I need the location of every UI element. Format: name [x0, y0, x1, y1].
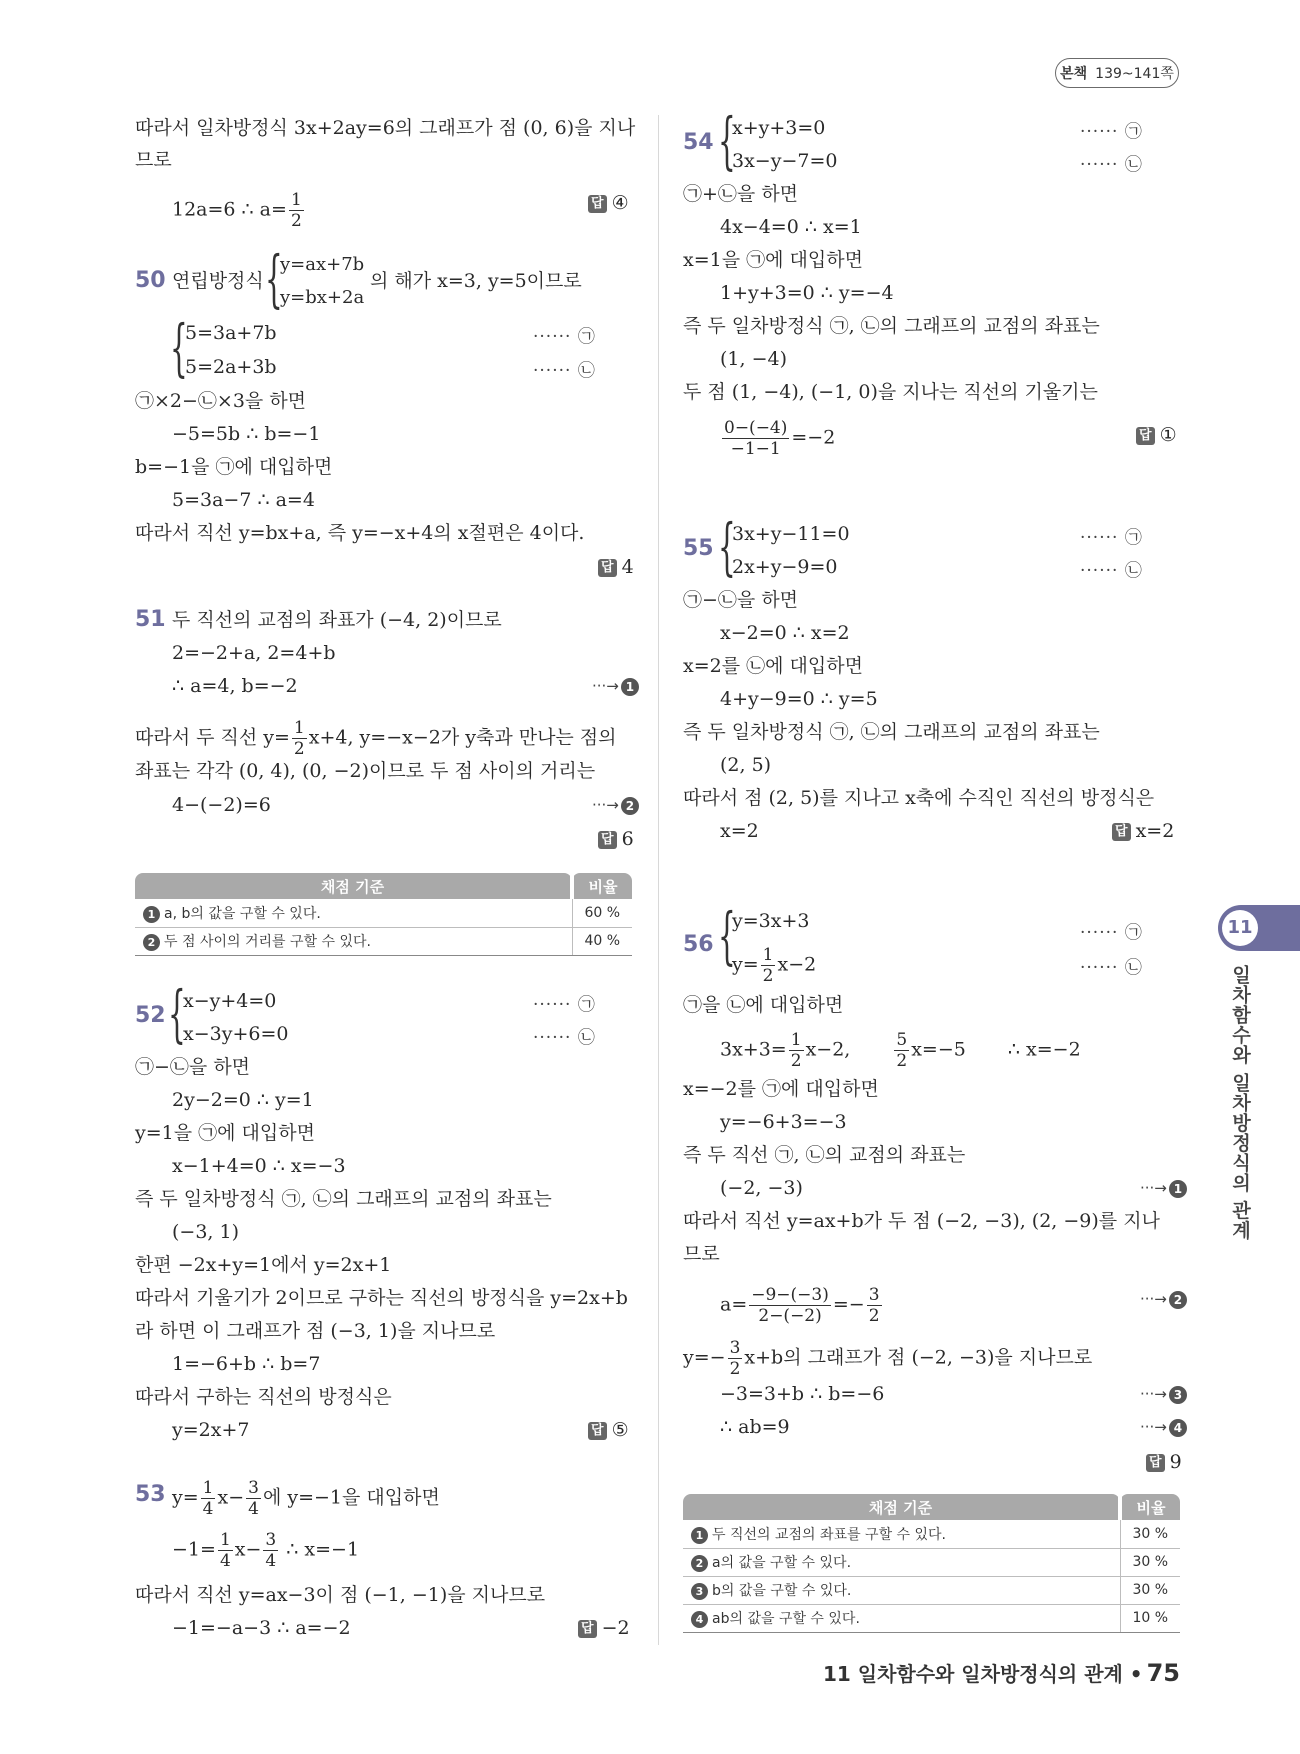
- answer-label: 답: [598, 831, 617, 849]
- text-line: 두 직선의 교점의 좌표가 (−4, 2)이므로: [172, 609, 502, 631]
- problem-number: 50: [135, 268, 166, 293]
- text-line: (1, −4): [720, 348, 788, 370]
- text-line: $\frac{0-(-4)}{-1-1}$ =−2: [724, 418, 836, 459]
- text-line: 좌표는 각각 (0, 4), (0, −2)이므로 두 점 사이의 거리는: [135, 760, 596, 782]
- step-marker: ···→ 2: [1140, 1290, 1187, 1309]
- text-line: x=2: [720, 820, 759, 842]
- chapter-number: 11: [1222, 910, 1258, 946]
- grading-table: [135, 873, 632, 956]
- text-line: 연립방정식: [172, 270, 264, 292]
- answer-value: x=2: [1135, 820, 1175, 842]
- step-marker: ···→ 1: [592, 677, 639, 696]
- problem-number: 54: [683, 130, 714, 155]
- text-line: 3x+3= $\frac{1}{2}$ x−2, $\frac{5}{2}$ x=−5 ∴ x=−2: [720, 1030, 1081, 1071]
- problem-number: 52: [135, 1003, 166, 1028]
- text-line: 따라서 일차방정식 3x+2ay=6의 그래프가 점 (0, 6)을 지나: [135, 117, 636, 139]
- text-line: y=− $\frac{3}{2}$ x+b의 그래프가 점 (−2, −3)을 지나므로: [683, 1338, 1093, 1379]
- fraction: $\frac{1}{4}$: [219, 1530, 231, 1571]
- fraction: $\frac{3}{2}$: [868, 1285, 880, 1326]
- text-line: y= $\frac{1}{4}$ x− $\frac{3}{4}$ 에 y=−1을 대입하면: [172, 1478, 440, 1519]
- text-line: 따라서 직선 y=ax−3이 점 (−1, −1)을 지나므로: [135, 1584, 546, 1606]
- footer-chapter: 11 일차함수와 일차방정식의 관계 •: [822, 1662, 1143, 1686]
- text-line: −1=−a−3 ∴ a=−2: [172, 1617, 351, 1639]
- fraction: $\frac{1}{2}$: [790, 1030, 802, 1071]
- text-line: ∴ ab=9: [720, 1416, 790, 1438]
- table-row: 2 a의 값을 구할 수 있다. 30 %: [683, 1548, 1180, 1576]
- table-header: 비율: [1120, 1494, 1180, 1520]
- answer-label: 답: [1112, 823, 1131, 841]
- text-line: 므로: [135, 149, 172, 171]
- answer-value: ④: [611, 192, 629, 214]
- text-line: (−2, −3): [720, 1177, 803, 1199]
- step-marker: ···→ 3: [1140, 1385, 1187, 1404]
- text-line: 따라서 구하는 직선의 방정식은: [135, 1386, 392, 1408]
- system-eq: 5=2a+3b: [185, 356, 277, 378]
- fraction: $\frac{1}{2}$: [290, 190, 302, 231]
- answer: [1146, 1449, 1182, 1475]
- text-line: 즉 두 일차방정식 ㉠, ㉡의 그래프의 교점의 좌표는: [683, 721, 1100, 743]
- table-header: 채점 기준: [683, 1494, 1120, 1520]
- equation-marker: ······ ㉡: [1080, 958, 1143, 978]
- answer-label: 답: [1146, 1454, 1165, 1472]
- text-line: 1+y+3=0 ∴ y=−4: [720, 282, 894, 304]
- page-number: 75: [1146, 1659, 1180, 1687]
- answer: [598, 826, 634, 852]
- answer: [598, 554, 634, 580]
- text-line: x=−2를 ㉠에 대입하면: [683, 1078, 879, 1100]
- answer-label: 답: [588, 1422, 607, 1440]
- table-row: 1 a, b의 값을 구할 수 있다. 60 %: [135, 899, 632, 927]
- text-line: a= $\frac{-9-(-3)}{2-(-2)}$ =− $\frac{3}{2}$: [720, 1285, 880, 1326]
- text-line: x=2를 ㉡에 대입하면: [683, 655, 863, 677]
- text-line: ㉠−㉡을 하면: [683, 589, 799, 611]
- answer: [1136, 422, 1177, 448]
- answer-value: 9: [1169, 1451, 1182, 1473]
- text-line: 즉 두 일차방정식 ㉠, ㉡의 그래프의 교점의 좌표는: [683, 315, 1100, 337]
- text-line: 므로: [683, 1243, 720, 1265]
- answer-value: −2: [601, 1617, 630, 1639]
- system-brace: {: [168, 977, 186, 1050]
- equation-marker: ······ ㉡: [1080, 155, 1143, 175]
- ref-pages: 139~141쪽: [1095, 66, 1174, 82]
- text-line: 4x−4=0 ∴ x=1: [720, 216, 862, 238]
- text-line: 5=3a−7 ∴ a=4: [172, 489, 315, 511]
- ref-label: 본책: [1060, 66, 1088, 82]
- text-line: −3=3+b ∴ b=−6: [720, 1383, 885, 1405]
- text-line: y=1을 ㉠에 대입하면: [135, 1122, 315, 1144]
- text-line: 두 점 (1, −4), (−1, 0)을 지나는 직선의 기울기는: [683, 381, 1098, 403]
- fraction: $\frac{5}{2}$: [896, 1030, 908, 1071]
- text-line: 라 하면 이 그래프가 점 (−3, 1)을 지나므로: [135, 1320, 496, 1342]
- system-brace: {: [265, 242, 283, 315]
- fraction: $\frac{1}{4}$: [202, 1478, 214, 1519]
- table-row: 2 두 점 사이의 거리를 구할 수 있다. 40 %: [135, 927, 632, 955]
- text-line: 따라서 두 직선 y= $\frac{1}{2}$ x+4, y=−x−2가 y축과 만나는 점의: [135, 718, 617, 759]
- table-row: 4 ab의 값을 구할 수 있다. 10 %: [683, 1604, 1180, 1632]
- answer-label: 답: [588, 195, 607, 213]
- text-line: 즉 두 직선 ㉠, ㉡의 교점의 좌표는: [683, 1144, 966, 1166]
- system-eq: x−y+4=0: [183, 990, 277, 1012]
- text-line: 4−(−2)=6: [172, 794, 271, 816]
- problem-number: 53: [135, 1482, 166, 1507]
- step-marker: ···→ 1: [1140, 1179, 1187, 1198]
- text-line: x−1+4=0 ∴ x=−3: [172, 1155, 346, 1177]
- text-line: 따라서 점 (2, 5)를 지나고 x축에 수직인 직선의 방정식은: [683, 787, 1155, 809]
- fraction: $\frac{0-(-4)}{-1-1}$: [724, 418, 788, 459]
- problem-number: 51: [135, 607, 166, 632]
- answer: [578, 1615, 630, 1641]
- text-line: x−2=0 ∴ x=2: [720, 622, 850, 644]
- system-eq: 5=3a+7b: [185, 322, 277, 344]
- problem-number: 55: [683, 536, 714, 561]
- equation-marker: ······ ㉠: [1080, 528, 1143, 548]
- answer: [1112, 818, 1174, 844]
- answer-label: 답: [1136, 427, 1155, 445]
- answer-label: 답: [578, 1620, 597, 1638]
- text-line: [172, 190, 306, 231]
- answer-value: ①: [1159, 424, 1177, 446]
- system-eq: y=3x+3: [732, 910, 810, 932]
- answer-value: ⑤: [611, 1419, 629, 1441]
- fraction: $\frac{1}{2}$: [293, 718, 305, 759]
- text-line: b=−1을 ㉠에 대입하면: [135, 456, 333, 478]
- text-line: 4+y−9=0 ∴ y=5: [720, 688, 878, 710]
- system-brace: {: [718, 510, 736, 583]
- step-marker: ···→ 4: [1140, 1418, 1187, 1437]
- table-header: 비율: [572, 873, 632, 899]
- system-eq: y=bx+2a: [280, 287, 365, 308]
- text-line: 한편 −2x+y=1에서 y=2x+1: [135, 1254, 392, 1276]
- text-line: (−3, 1): [172, 1221, 240, 1243]
- equation-marker: ······ ㉠: [533, 995, 596, 1015]
- fraction: $\frac{3}{4}$: [248, 1478, 259, 1519]
- text-line: −1= $\frac{1}{4}$ x− $\frac{3}{4}$ ∴ x=−1: [172, 1530, 360, 1571]
- step-marker: ···→ 2: [592, 796, 639, 815]
- text-line: 의 해가 x=3, y=5이므로: [370, 270, 582, 292]
- chapter-title: 일차함수와 일차방정식의 관계: [1229, 965, 1251, 1241]
- system-brace: {: [718, 104, 736, 177]
- system-brace: {: [170, 311, 188, 384]
- text-line: ∴ a=4, b=−2: [172, 675, 298, 697]
- text-line: 2=−2+a, 2=4+b: [172, 642, 336, 664]
- table-header: 채점 기준: [135, 873, 572, 899]
- text-line: y=−6+3=−3: [720, 1111, 847, 1133]
- system-eq: x+y+3=0: [732, 117, 826, 139]
- text-line: (2, 5): [720, 754, 772, 776]
- answer-label: 답: [598, 559, 617, 577]
- text-line: 따라서 기울기가 2이므로 구하는 직선의 방정식을 y=2x+b: [135, 1287, 628, 1309]
- text-line: −5=5b ∴ b=−1: [172, 423, 321, 445]
- equation-marker: ······ ㉠: [533, 327, 596, 347]
- answer-value: 4: [621, 556, 634, 578]
- grading-table: [683, 1494, 1180, 1633]
- equation-marker: ······ ㉡: [533, 361, 596, 381]
- system-eq: 3x+y−11=0: [732, 523, 850, 545]
- fraction: $\frac{1}{2}$: [762, 945, 774, 986]
- text-line: y=2x+7: [172, 1419, 250, 1441]
- problem-number: 56: [683, 932, 714, 957]
- fraction: $\frac{-9-(-3)}{2-(-2)}$: [751, 1285, 829, 1326]
- table-row: 1 두 직선의 교점의 좌표를 구할 수 있다. 30 %: [683, 1520, 1180, 1548]
- page-footer: [823, 1658, 1180, 1687]
- system-eq: 2x+y−9=0: [732, 556, 838, 578]
- fraction: $\frac{3}{4}$: [265, 1530, 277, 1571]
- equation-marker: ······ ㉠: [1080, 923, 1143, 943]
- system-eq: x−3y+6=0: [183, 1023, 289, 1045]
- system-eq: 3x−y−7=0: [732, 150, 838, 172]
- text-line: x=1을 ㉠에 대입하면: [683, 249, 863, 271]
- table-row: 3 b의 값을 구할 수 있다. 30 %: [683, 1576, 1180, 1604]
- equation-marker: ······ ㉠: [1080, 122, 1143, 142]
- text-line: ㉠+㉡을 하면: [683, 183, 799, 205]
- text-line: ㉠×2−㉡×3을 하면: [135, 390, 307, 412]
- text-line: 1=−6+b ∴ b=7: [172, 1353, 321, 1375]
- equation-marker: ······ ㉡: [533, 1028, 596, 1048]
- text-line: 따라서 직선 y=bx+a, 즉 y=−x+4의 x절편은 4이다.: [135, 522, 585, 544]
- system-brace: {: [718, 899, 736, 972]
- column-divider: [658, 115, 659, 1645]
- page-reference-badge: [1055, 58, 1179, 88]
- equation-marker: ······ ㉡: [1080, 561, 1143, 581]
- text-line: ㉠−㉡을 하면: [135, 1056, 251, 1078]
- text-line: 2y−2=0 ∴ y=1: [172, 1089, 314, 1111]
- answer-value: 6: [621, 828, 634, 850]
- fraction: $\frac{3}{2}$: [729, 1338, 741, 1379]
- text-line: 따라서 직선 y=ax+b가 두 점 (−2, −3), (2, −9)를 지나: [683, 1210, 1160, 1232]
- equation: 12a=6 ∴ a=: [172, 198, 287, 221]
- system-eq: y=ax+7b: [280, 254, 365, 275]
- text-line: ㉠을 ㉡에 대입하면: [683, 994, 844, 1016]
- answer: [588, 1417, 629, 1443]
- text-line: 즉 두 일차방정식 ㉠, ㉡의 그래프의 교점의 좌표는: [135, 1188, 552, 1210]
- system-eq: y= $\frac{1}{2}$ x−2: [732, 945, 817, 986]
- answer: [588, 190, 629, 216]
